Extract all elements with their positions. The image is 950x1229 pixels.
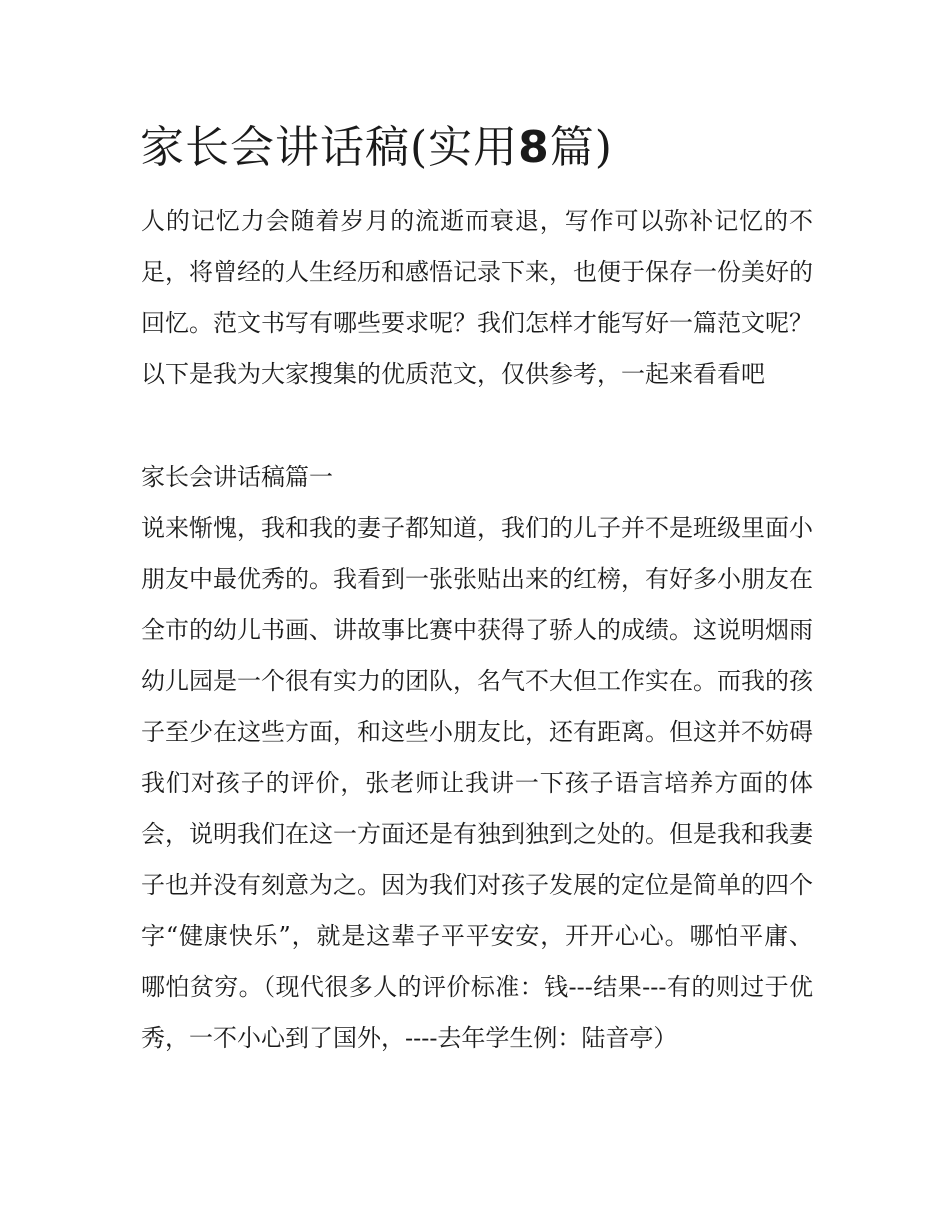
title-number: 8 [518,122,550,173]
intro-paragraph: 人的记忆力会随着岁月的流逝而衰退，写作可以弥补记忆的不足，将曾经的人生经历和感悟记录下来，也便于保存一份美好的回忆。范文书写有哪些要求呢？我们怎样才能写好一篇范文呢？以下是我为大家搜集的优质范文，仅供参考，一起来看看吧 [141,207,813,388]
document-title [140,118,840,178]
body-paragraph: 说来惭愧，我和我的妻子都知道，我们的儿子并不是班级里面小朋友中最优秀的。我看到一张张贴出来的红榜，有好多小朋友在全市的幼儿书画、讲故事比赛中获得了骄人的成绩。这说明烟雨幼儿园是一个很有实力的团队，名气不大但工作实在。而我的孩子至少在这些方面，和这些小朋友比，还有距离。但这并不妨碍我们对孩子的评价，张老师让我讲一下孩子语言培养方面的体会，说明我们在这一方面还是有独到独到之处的。但是我和我妻子也并没有刻意为之。因为我们对孩子发展的定位是简单的四个字“健康快乐”，就是这辈子平平安安，开开心心。哪怕平庸、哪怕贫穷。（现代很多人的评价标准：钱---结果---有的则过于优秀，一不小心到了国外，----去年学生例：陆音亭） [141,514,813,1052]
section-heading: 家长会讲话稿篇一 [141,463,333,491]
title-text-part2: 篇) [549,122,613,173]
title-text-part1: 家长会讲话稿(实用 [140,122,519,173]
